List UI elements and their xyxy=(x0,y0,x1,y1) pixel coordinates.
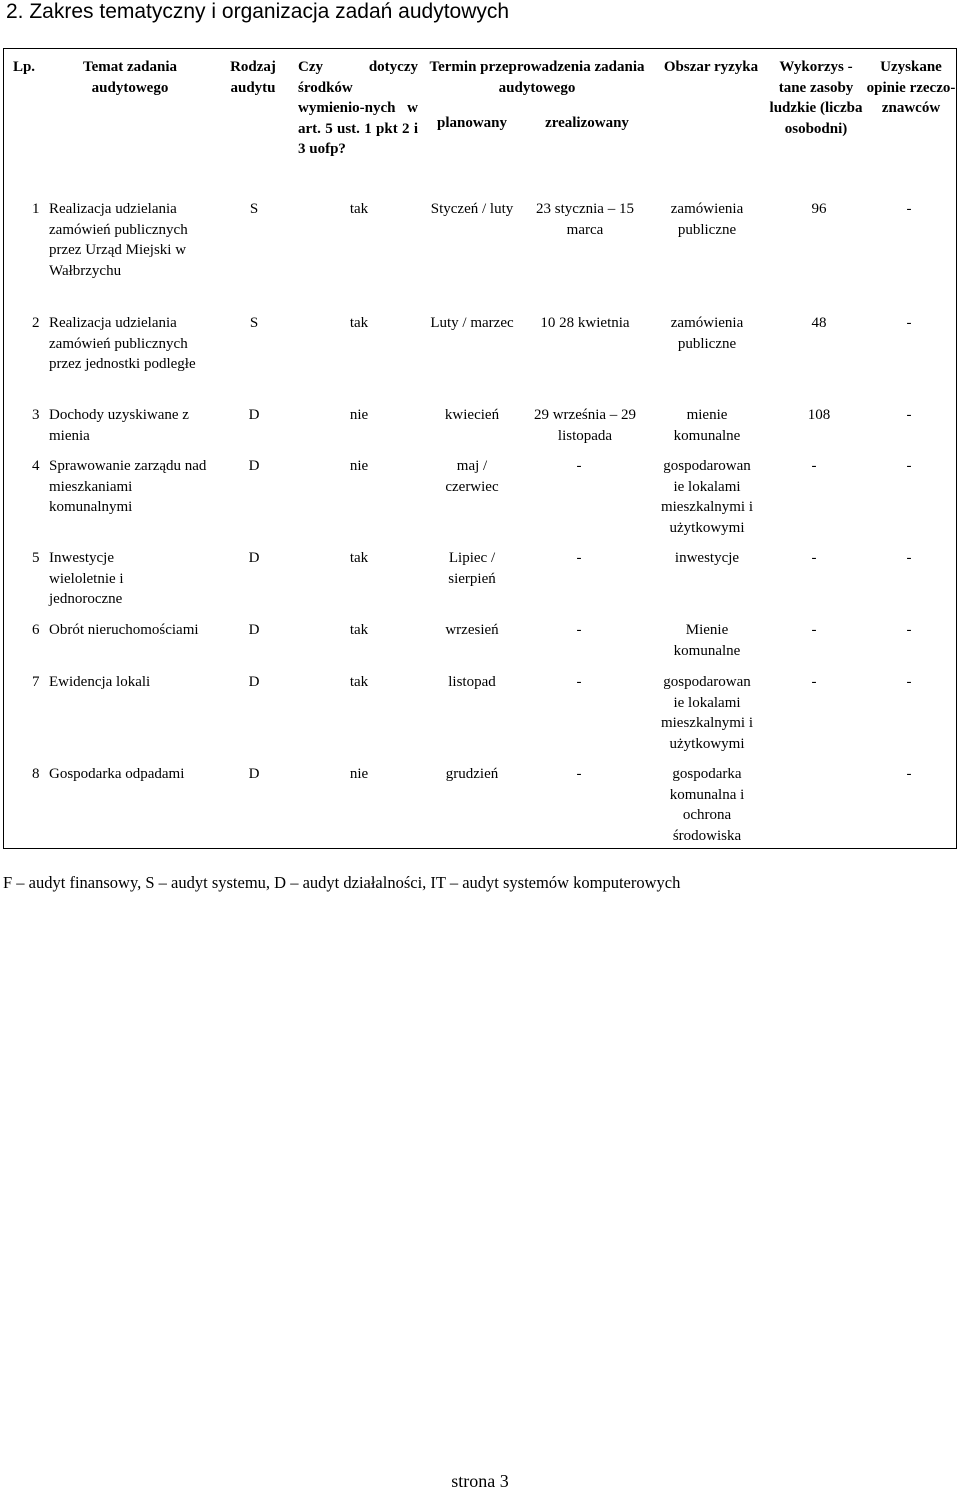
row-3-funds: nie xyxy=(349,407,369,423)
row-8-lp: 8 xyxy=(32,766,40,782)
header-realized: zrealizowany xyxy=(545,115,629,131)
section-heading: 2. Zakres tematyczny i organizacja zadań audytowych xyxy=(6,0,510,23)
row-5-opinions: - xyxy=(906,550,912,566)
row-6-planned: wrzesień xyxy=(445,622,499,638)
row-4-funds: nie xyxy=(349,458,369,474)
row-7-funds: tak xyxy=(349,674,369,690)
row-2-funds: tak xyxy=(349,315,369,331)
row-1-lp: 1 xyxy=(32,201,40,217)
page-number: strona 3 xyxy=(451,1471,509,1491)
audit-table xyxy=(3,48,957,849)
row-2-planned: Luty / marzec xyxy=(430,315,514,331)
row-1-topic: Realizacja udzielania zamówień publicznych przez Urząd Miejski w Wałbrzychu xyxy=(49,201,188,279)
header-topic: Temat zadania audytowego xyxy=(82,59,178,96)
row-3-lp: 3 xyxy=(32,407,40,423)
row-3-risk: mienie komunalne xyxy=(673,407,741,444)
row-8-risk: gospodarka komunalna i ochrona środowiska xyxy=(669,766,745,844)
row-8-topic: Gospodarka odpadami xyxy=(49,766,185,782)
row-3-type: D xyxy=(248,407,260,423)
row-5-topic: Inwestycje wieloletnie i jednoroczne xyxy=(49,550,124,607)
row-7-topic: Ewidencja lokali xyxy=(49,674,151,690)
row-7-resources: - xyxy=(811,674,817,690)
row-2-resources: 48 xyxy=(811,315,827,331)
row-2-topic: Realizacja udzielania zamówień publicznych przez jednostki podległe xyxy=(49,315,196,372)
row-7-lp: 7 xyxy=(32,674,40,690)
row-8-realized: - xyxy=(576,766,582,782)
row-5-funds: tak xyxy=(349,550,369,566)
row-2-lp: 2 xyxy=(32,315,40,331)
row-1-planned: Styczeń / luty xyxy=(430,201,514,217)
row-2-realized: 10 28 kwietnia xyxy=(540,315,630,331)
row-4-topic: Sprawowanie zarządu nad mieszkaniami komunalnymi xyxy=(49,458,207,515)
row-4-resources: - xyxy=(811,458,817,474)
legend: F – audyt finansowy, S – audyt systemu, D – audyt działalności, IT – audyt systemów komputerowych xyxy=(3,873,681,892)
header-opinions: Uzyskane opinie rzeczo-znawców xyxy=(866,59,956,116)
row-8-funds: nie xyxy=(349,766,369,782)
row-3-planned: kwiecień xyxy=(444,407,500,423)
row-7-planned: listopad xyxy=(448,674,496,690)
row-5-lp: 5 xyxy=(32,550,40,566)
row-7-type: D xyxy=(248,674,260,690)
row-4-risk: gospodarowan ie lokalami mieszkalnymi i użytkowymi xyxy=(660,458,754,536)
row-6-lp: 6 xyxy=(32,622,40,638)
row-1-realized: 23 stycznia – 15 marca xyxy=(536,201,634,238)
header-term: Termin przeprowadzenia zadania audytowego xyxy=(429,59,645,96)
row-3-opinions: - xyxy=(906,407,912,423)
row-7-realized: - xyxy=(576,674,582,690)
row-3-realized: 29 września – 29 listopada xyxy=(533,407,637,444)
row-1-risk: zamówienia publiczne xyxy=(670,201,744,238)
row-4-opinions: - xyxy=(906,458,912,474)
row-4-lp: 4 xyxy=(32,458,40,474)
row-7-opinions: - xyxy=(906,674,912,690)
row-6-opinions: - xyxy=(906,622,912,638)
row-6-realized: - xyxy=(576,622,582,638)
row-6-risk: Mienie komunalne xyxy=(673,622,741,659)
header-lp: Lp. xyxy=(12,59,36,75)
row-5-risk: inwestycje xyxy=(674,550,740,566)
row-3-topic: Dochody uzyskiwane z mienia xyxy=(49,407,189,444)
row-6-funds: tak xyxy=(349,622,369,638)
row-5-realized: - xyxy=(576,550,582,566)
header-risk: Obszar ryzyka xyxy=(663,59,759,75)
row-1-resources: 96 xyxy=(811,201,827,217)
row-8-type: D xyxy=(248,766,260,782)
row-5-resources: - xyxy=(811,550,817,566)
row-2-opinions: - xyxy=(906,315,912,331)
row-6-type: D xyxy=(248,622,260,638)
row-5-type: D xyxy=(248,550,260,566)
header-funds: Czy dotyczy środków wymienio-nych w art. 5 ust. 1 pkt 2 i 3 uofp? xyxy=(298,59,418,157)
row-6-resources: - xyxy=(811,622,817,638)
row-1-funds: tak xyxy=(349,201,369,217)
row-1-type: S xyxy=(249,201,259,217)
row-6-topic: Obrót nieruchomościami xyxy=(49,622,199,638)
row-1-opinions: - xyxy=(906,201,912,217)
row-3-resources: 108 xyxy=(807,407,831,423)
row-5-planned: Lipiec / sierpień xyxy=(448,550,496,587)
row-7-risk: gospodarowan ie lokalami mieszkalnymi i użytkowymi xyxy=(660,674,754,752)
row-4-type: D xyxy=(248,458,260,474)
row-4-realized: - xyxy=(576,458,582,474)
row-2-risk: zamówienia publiczne xyxy=(670,315,744,352)
row-4-planned: maj / czerwiec xyxy=(445,458,499,495)
row-8-opinions: - xyxy=(906,766,912,782)
header-type: Rodzaj audytu xyxy=(230,59,276,96)
row-8-planned: grudzień xyxy=(445,766,499,782)
header-planned: planowany xyxy=(436,115,508,131)
row-2-type: S xyxy=(249,315,259,331)
header-resources: Wykorzys -tane zasoby ludzkie (liczba osobodni) xyxy=(769,59,863,137)
